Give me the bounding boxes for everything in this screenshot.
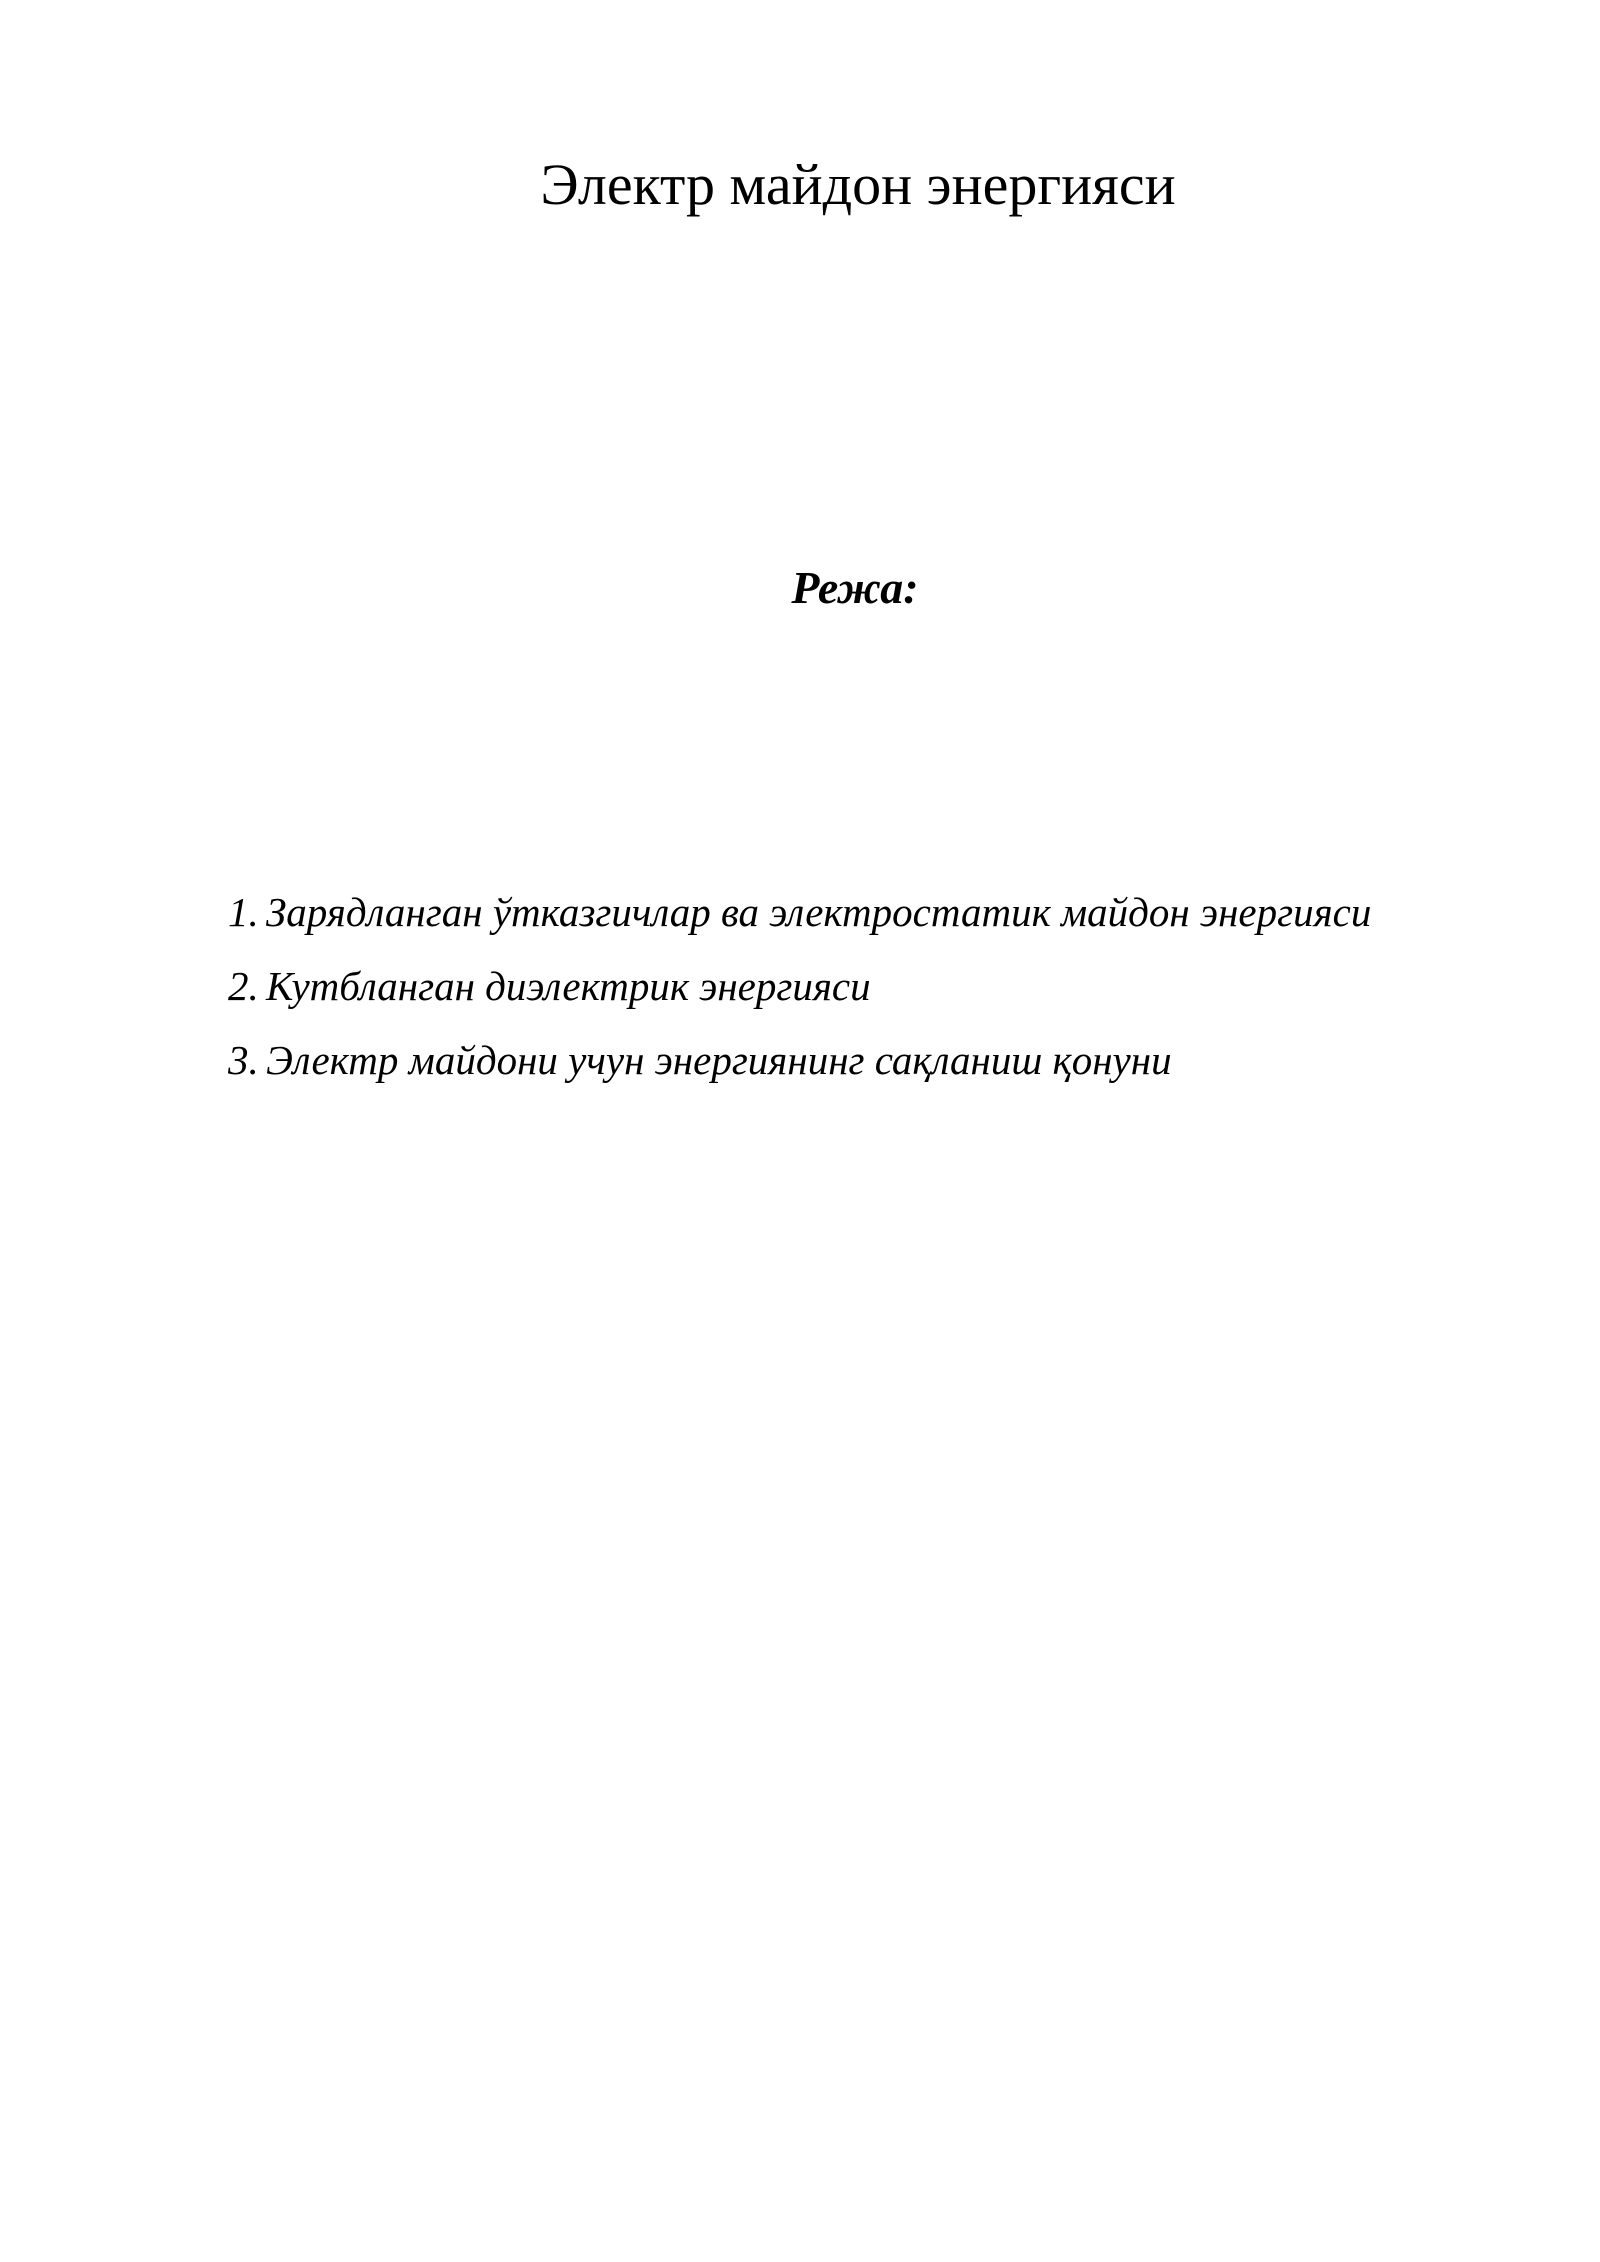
plan-heading: Режа:	[791, 562, 919, 613]
plan-item-text: Кутбланган диэлектрик энергияси	[266, 963, 871, 1009]
plan-list	[228, 875, 1528, 1097]
plan-item-number: 1.	[228, 889, 259, 935]
plan-item-text: Электр майдони учун энергиянинг сақланиш қонуни	[266, 1037, 1172, 1083]
plan-item-2	[228, 949, 1528, 1023]
plan-item-number: 3.	[228, 1037, 259, 1083]
plan-item-number: 2.	[228, 963, 259, 1009]
page-title: Электр майдон энергияси	[540, 152, 1176, 217]
plan-item-text: Зарядланган ўтказгичлар ва электростатик майдон энергияси	[266, 889, 1372, 935]
plan-item-3	[228, 1023, 1528, 1097]
plan-item-1	[228, 875, 1528, 949]
